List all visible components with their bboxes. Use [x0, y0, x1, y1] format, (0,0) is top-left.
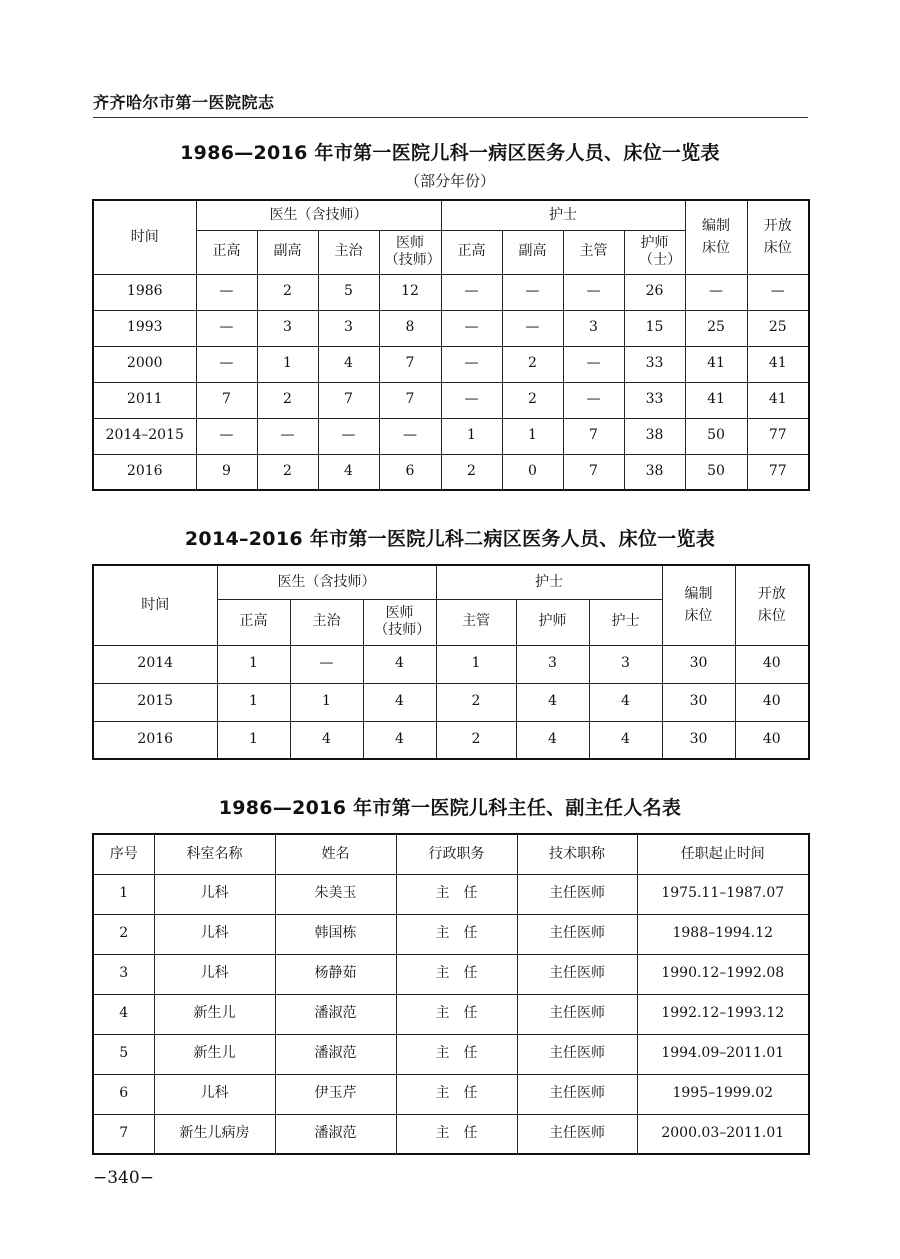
table-cell: 潘淑范: [275, 1114, 396, 1154]
table-row: [93, 1114, 809, 1154]
table3-header: 技术职称: [517, 834, 637, 874]
table1-body: [93, 274, 809, 490]
table3-header: 姓名: [275, 834, 396, 874]
table1-header-doctor: 医生（含技师）: [196, 200, 441, 230]
table-cell: 33: [624, 382, 685, 418]
table-cell: —: [563, 382, 624, 418]
table-cell: 5: [93, 1034, 154, 1074]
table1-subheader: [624, 230, 685, 274]
table-cell: 主任医师: [517, 1074, 637, 1114]
table-cell: 50: [685, 454, 747, 490]
page-number: −340−: [93, 1168, 154, 1188]
table-row: [93, 310, 809, 346]
table-cell: 41: [685, 382, 747, 418]
table-cell: 2: [257, 274, 318, 310]
table-cell: 2: [502, 382, 563, 418]
table-cell: 15: [624, 310, 685, 346]
table-cell: 1986: [93, 274, 196, 310]
table-cell: 3: [257, 310, 318, 346]
table-cell: —: [196, 310, 257, 346]
table-cell: 2: [441, 454, 502, 490]
table-cell: 7: [379, 346, 441, 382]
table-cell: 30: [662, 683, 735, 721]
table-cell: 1995–1999.02: [637, 1074, 809, 1114]
table-cell: 2016: [93, 721, 217, 759]
table-row: [93, 914, 809, 954]
table1-subheader: 主治: [318, 230, 379, 274]
table-cell: 40: [735, 645, 809, 683]
table-cell: 主任医师: [517, 1034, 637, 1074]
table-cell: 4: [363, 721, 436, 759]
table3-body: [93, 874, 809, 1154]
table-cell: 3: [93, 954, 154, 994]
table-cell: 1: [217, 645, 290, 683]
table1-subheader: 正高: [441, 230, 502, 274]
table-cell: 33: [624, 346, 685, 382]
table-cell: 12: [379, 274, 441, 310]
table-cell: 41: [747, 346, 809, 382]
table-cell: 主 任: [396, 1074, 517, 1114]
table-cell: —: [563, 346, 624, 382]
table2-header-doctor: 医生（含技师）: [217, 565, 436, 599]
table-cell: —: [196, 274, 257, 310]
subheader-text: 医师（技师）: [374, 604, 431, 638]
table3-header: 任职起止时间: [637, 834, 809, 874]
table-cell: —: [441, 274, 502, 310]
table2: [92, 564, 810, 760]
table-cell: 2: [502, 346, 563, 382]
table1: [92, 199, 810, 491]
table-cell: 25: [747, 310, 809, 346]
table-cell: 1: [257, 346, 318, 382]
table-cell: 1993: [93, 310, 196, 346]
table-cell: 4: [318, 454, 379, 490]
table-cell: 2000: [93, 346, 196, 382]
table-cell: 0: [502, 454, 563, 490]
table-cell: 1: [93, 874, 154, 914]
table-cell: 主 任: [396, 914, 517, 954]
table3-header: 序号: [93, 834, 154, 874]
table-cell: 2011: [93, 382, 196, 418]
table-cell: 3: [318, 310, 379, 346]
table-cell: 主任医师: [517, 954, 637, 994]
table2-subheader: 正高: [217, 599, 290, 645]
table-cell: 30: [662, 721, 735, 759]
table-cell: —: [441, 346, 502, 382]
table-cell: —: [196, 418, 257, 454]
table2-header-budget-beds: [662, 565, 735, 645]
table-cell: 儿科: [154, 954, 275, 994]
table-cell: 8: [379, 310, 441, 346]
table-cell: 儿科: [154, 874, 275, 914]
table-cell: —: [441, 310, 502, 346]
table-row: [93, 994, 809, 1034]
table-cell: —: [257, 418, 318, 454]
table-cell: 主任医师: [517, 874, 637, 914]
table-cell: 主任医师: [517, 1114, 637, 1154]
table-cell: 2: [257, 454, 318, 490]
table3-header: 科室名称: [154, 834, 275, 874]
table2-subheader: 主治: [290, 599, 363, 645]
table-cell: 1: [290, 683, 363, 721]
table2-title: 2014–2016 年市第一医院儿科二病区医务人员、床位一览表: [184, 528, 716, 550]
table1-subheader: 正高: [196, 230, 257, 274]
table-cell: 40: [735, 721, 809, 759]
header-text: 编制床位: [684, 585, 713, 625]
table-cell: 77: [747, 418, 809, 454]
table-cell: 2000.03–2011.01: [637, 1114, 809, 1154]
table-cell: 77: [747, 454, 809, 490]
table-cell: 38: [624, 418, 685, 454]
table-cell: 潘淑范: [275, 1034, 396, 1074]
table-cell: 2: [257, 382, 318, 418]
table2-body: [93, 645, 809, 759]
header-text: 开放床位: [757, 585, 786, 625]
table-cell: 儿科: [154, 914, 275, 954]
table-cell: 7: [318, 382, 379, 418]
table-cell: 伊玉芹: [275, 1074, 396, 1114]
table-cell: 2: [93, 914, 154, 954]
table-cell: 26: [624, 274, 685, 310]
table-row: [93, 683, 809, 721]
table-cell: 7: [93, 1114, 154, 1154]
header-rule: [93, 117, 808, 118]
table-cell: 新生儿病房: [154, 1114, 275, 1154]
table-cell: 杨静茹: [275, 954, 396, 994]
table-cell: 主 任: [396, 1034, 517, 1074]
table-cell: 7: [379, 382, 441, 418]
table2-subheader: [363, 599, 436, 645]
table-cell: 41: [747, 382, 809, 418]
running-head: 齐齐哈尔市第一医院院志: [93, 93, 275, 112]
table2-header-open-beds: [735, 565, 809, 645]
table-cell: 1990.12–1992.08: [637, 954, 809, 994]
table-cell: 30: [662, 645, 735, 683]
table-cell: 2015: [93, 683, 217, 721]
table-cell: 5: [318, 274, 379, 310]
table-row: [93, 954, 809, 994]
table-cell: 4: [363, 645, 436, 683]
table1-header-nurse: 护士: [441, 200, 685, 230]
table-cell: 1: [217, 683, 290, 721]
table-cell: 38: [624, 454, 685, 490]
table-cell: 2014: [93, 645, 217, 683]
table-cell: 4: [589, 683, 662, 721]
table1-title: 1986—2016 年市第一医院儿科一病区医务人员、床位一览表: [180, 142, 720, 164]
table3-header: 行政职务: [396, 834, 517, 874]
table-cell: 韩国栋: [275, 914, 396, 954]
table-row: [93, 454, 809, 490]
table-cell: 4: [516, 721, 589, 759]
table-cell: 1994.09–2011.01: [637, 1034, 809, 1074]
table1-header-open-beds: [747, 200, 809, 274]
table-cell: —: [685, 274, 747, 310]
table-cell: 2016: [93, 454, 196, 490]
subheader-text: 护师（士）: [639, 234, 682, 268]
table3: [92, 833, 810, 1155]
table-cell: 儿科: [154, 1074, 275, 1114]
table-cell: 1: [217, 721, 290, 759]
table-cell: —: [290, 645, 363, 683]
table-cell: 新生儿: [154, 1034, 275, 1074]
table-cell: 4: [318, 346, 379, 382]
table-cell: 3: [516, 645, 589, 683]
table-row: [93, 346, 809, 382]
table-cell: 3: [563, 310, 624, 346]
table2-subheader: 主管: [436, 599, 516, 645]
table2-header-nurse: 护士: [436, 565, 662, 599]
table-row: [93, 721, 809, 759]
table-cell: 41: [685, 346, 747, 382]
table-cell: 6: [93, 1074, 154, 1114]
header-text: 编制床位: [701, 217, 730, 257]
table-cell: 1: [441, 418, 502, 454]
table-cell: 7: [563, 454, 624, 490]
table-cell: 25: [685, 310, 747, 346]
table-cell: 潘淑范: [275, 994, 396, 1034]
table-cell: 4: [363, 683, 436, 721]
table2-header-time: 时间: [93, 565, 217, 645]
table1-subheader: 副高: [257, 230, 318, 274]
table-cell: 朱美玉: [275, 874, 396, 914]
table-cell: 1: [502, 418, 563, 454]
table1-subheader: [379, 230, 441, 274]
table-cell: 4: [93, 994, 154, 1034]
table-cell: —: [441, 382, 502, 418]
table-cell: 主 任: [396, 994, 517, 1034]
table-cell: 2014–2015: [93, 418, 196, 454]
subheader-text: 医师（技师）: [384, 234, 441, 268]
table-row: [93, 1034, 809, 1074]
table-cell: 4: [589, 721, 662, 759]
table-cell: 7: [196, 382, 257, 418]
table1-header-time: 时间: [93, 200, 196, 274]
table1-subheader: 主管: [563, 230, 624, 274]
table-cell: 1992.12–1993.12: [637, 994, 809, 1034]
table-cell: 新生儿: [154, 994, 275, 1034]
table-row: [93, 418, 809, 454]
table2-subheader: 护师: [516, 599, 589, 645]
table-cell: —: [502, 310, 563, 346]
table1-subheader: 副高: [502, 230, 563, 274]
table-cell: 4: [290, 721, 363, 759]
table-cell: —: [196, 346, 257, 382]
table-cell: 主 任: [396, 1114, 517, 1154]
table-row: [93, 274, 809, 310]
table-cell: 50: [685, 418, 747, 454]
table-cell: —: [502, 274, 563, 310]
table-cell: 2: [436, 721, 516, 759]
table1-subtitle: （部分年份）: [404, 172, 495, 190]
table-row: [93, 382, 809, 418]
table-cell: 3: [589, 645, 662, 683]
table-row: [93, 874, 809, 914]
table2-subheader: 护士: [589, 599, 662, 645]
table-cell: —: [563, 274, 624, 310]
table-cell: 1975.11–1987.07: [637, 874, 809, 914]
table-cell: —: [318, 418, 379, 454]
table-cell: 9: [196, 454, 257, 490]
table-cell: 1: [436, 645, 516, 683]
table-cell: 主任医师: [517, 994, 637, 1034]
table-row: [93, 1074, 809, 1114]
table-row: [93, 645, 809, 683]
table-cell: 2: [436, 683, 516, 721]
table-cell: 7: [563, 418, 624, 454]
table-cell: 1988–1994.12: [637, 914, 809, 954]
table-cell: —: [747, 274, 809, 310]
table-cell: 4: [516, 683, 589, 721]
table1-header-budget-beds: [685, 200, 747, 274]
table-cell: 主 任: [396, 874, 517, 914]
header-text: 开放床位: [763, 217, 792, 257]
table-cell: 主 任: [396, 954, 517, 994]
table-cell: —: [379, 418, 441, 454]
table3-title: 1986—2016 年市第一医院儿科主任、副主任人名表: [218, 797, 682, 819]
table-cell: 40: [735, 683, 809, 721]
table-cell: 6: [379, 454, 441, 490]
table-cell: 主任医师: [517, 914, 637, 954]
